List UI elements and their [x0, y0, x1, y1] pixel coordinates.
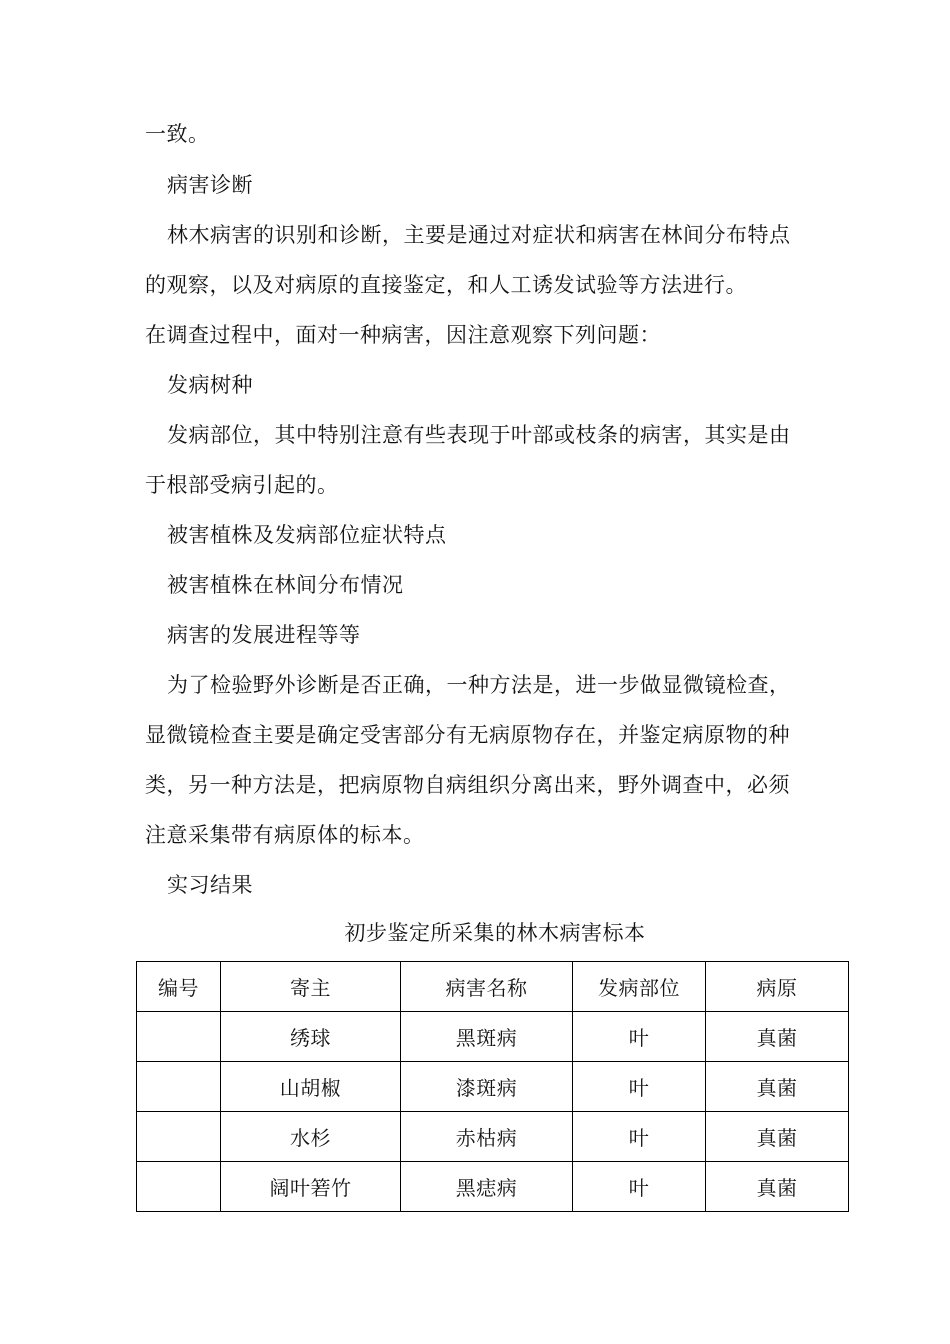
cell-disease-name: 黑痣病	[401, 1162, 573, 1212]
table-row	[137, 1162, 849, 1212]
cell-id	[137, 1112, 221, 1162]
paragraph-line: 注意采集带有病原体的标本。	[145, 823, 425, 847]
specimen-table	[136, 961, 849, 1212]
table-row	[137, 1012, 849, 1062]
section-heading-results: 实习结果	[167, 873, 253, 897]
cell-host: 绣球	[221, 1012, 401, 1062]
paragraph-line: 显微镜检查主要是确定受害部分有无病原物存在，并鉴定病原物的种	[145, 723, 790, 747]
cell-affected-part: 叶	[573, 1162, 706, 1212]
paragraph-line: 林木病害的识别和诊断，主要是通过对症状和病害在林间分布特点	[167, 223, 791, 247]
cell-id	[137, 1162, 221, 1212]
cell-host: 阔叶箬竹	[221, 1162, 401, 1212]
cell-affected-part: 叶	[573, 1062, 706, 1112]
list-item: 发病树种	[167, 373, 253, 397]
list-item: 病害的发展进程等等	[167, 623, 361, 647]
list-item: 被害植株及发病部位症状特点	[167, 523, 447, 547]
table-row	[137, 1062, 849, 1112]
cell-pathogen: 真菌	[706, 1012, 849, 1062]
cell-affected-part: 叶	[573, 1012, 706, 1062]
paragraph-line: 为了检验野外诊断是否正确，一种方法是，进一步做显微镜检查，	[167, 673, 791, 697]
section-heading-diagnosis: 病害诊断	[167, 173, 253, 197]
cell-pathogen: 真菌	[706, 1062, 849, 1112]
cell-id	[137, 1012, 221, 1062]
cell-id	[137, 1062, 221, 1112]
paragraph-line: 发病部位，其中特别注意有些表现于叶部或枝条的病害，其实是由	[167, 423, 791, 447]
header-affected-part: 发病部位	[573, 962, 706, 1012]
list-item: 被害植株在林间分布情况	[167, 573, 404, 597]
cell-affected-part: 叶	[573, 1112, 706, 1162]
cell-disease-name: 漆斑病	[401, 1062, 573, 1112]
paragraph-line: 一致。	[145, 122, 210, 146]
cell-pathogen: 真菌	[706, 1112, 849, 1162]
table-header-row	[137, 962, 849, 1012]
paragraph-line: 类，另一种方法是，把病原物自病组织分离出来，野外调查中，必须	[145, 773, 790, 797]
cell-disease-name: 赤枯病	[401, 1112, 573, 1162]
table-row	[137, 1112, 849, 1162]
header-disease-name: 病害名称	[401, 962, 573, 1012]
paragraph-line: 的观察，以及对病原的直接鉴定，和人工诱发试验等方法进行。	[145, 273, 747, 297]
table-title: 初步鉴定所采集的林木病害标本	[344, 921, 646, 945]
header-host: 寄主	[221, 962, 401, 1012]
cell-disease-name: 黑斑病	[401, 1012, 573, 1062]
paragraph-line: 于根部受病引起的。	[145, 473, 339, 497]
cell-host: 水杉	[221, 1112, 401, 1162]
header-id: 编号	[137, 962, 221, 1012]
cell-pathogen: 真菌	[706, 1162, 849, 1212]
cell-host: 山胡椒	[221, 1062, 401, 1112]
paragraph-line: 在调查过程中，面对一种病害，因注意观察下列问题：	[145, 323, 661, 347]
header-pathogen: 病原	[706, 962, 849, 1012]
